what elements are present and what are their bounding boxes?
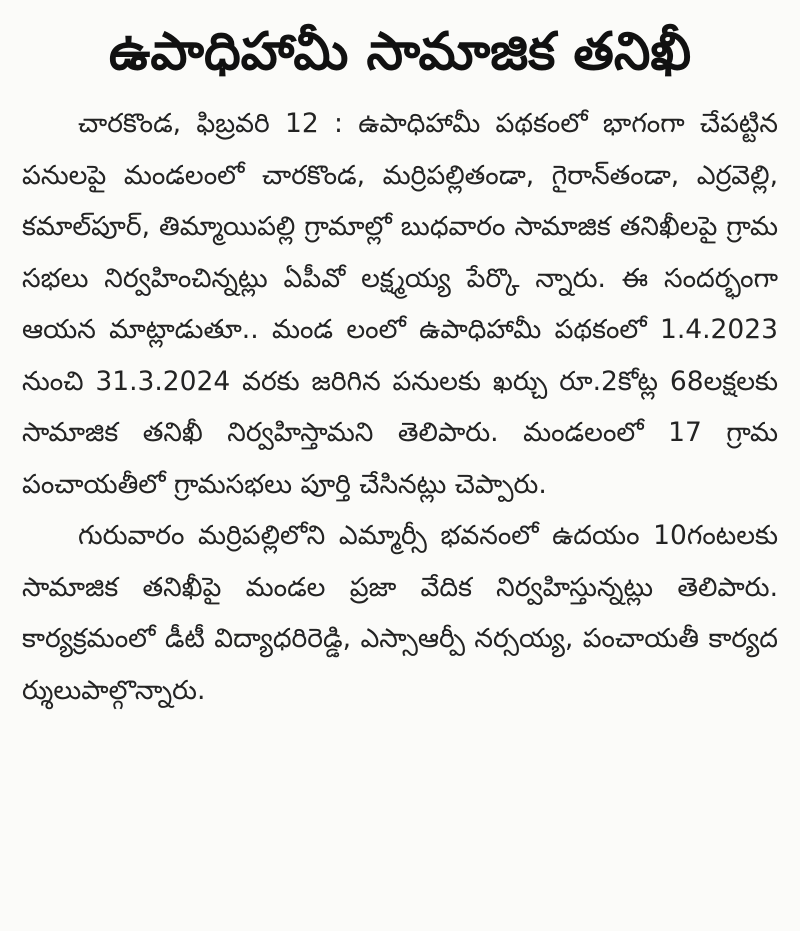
article-headline: ఉపాధిహామీ సామాజిక తనిఖీ <box>108 22 692 82</box>
article-paragraph-1 <box>22 98 778 510</box>
article-paragraph-1-text: ఉపాధిహామీ పథకంలో భాగంగా చేపట్టిన పనులపై మండలంలో చారకొండ, మర్రిపల్లితండా, గైరాన్‌తండా, ఎర్రవెల్లి, కమాల్‌పూర్, తిమ్మాయిపల్లి గ్రామాల్లో బుధవారం సామాజిక తనిఖీలపై గ్రామ సభలు నిర్వహించిన్నట్లు ఏపీవో లక్ష్మయ్య పేర్కొ న్నారు. ఈ సందర్భంగా ఆయన మాట్లాడుతూ.. మండ లంలో ఉపాధిహామీ పథకంలో 1.4.2023 నుంచి 31.3.2024 వరకు జరిగిన పనులకు ఖర్చు రూ.2కోట్ల 68లక్షలకు సామాజిక తనిఖీ నిర్వహిస్తామని తెలిపారు. మండలంలో 17 గ్రామ పంచాయతీలో గ్రామసభలు పూర్తి చేసినట్లు చెప్పారు. <box>22 108 778 500</box>
article-paragraph-2-text: గురువారం మర్రిపల్లిలోని ఎమ్మార్సీ భవనంలో ఉదయం 10గంటలకు సామాజిక తనిఖీపై మండల ప్రజా వేదిక నిర్వహిస్తున్నట్లు తెలిపారు. కార్యక్రమంలో డీటీ విద్యాధరిరెడ్డి, ఎస్సాఆర్పీ నర్సయ్య, పంచాయతీ కార్యద ర్శులుపాల్గొన్నారు. <box>22 520 778 706</box>
article-body <box>22 98 778 716</box>
article-paragraph-2 <box>22 510 778 716</box>
article-dateline: చారకొండ, ఫిబ్రవరి 12 : <box>78 108 343 139</box>
